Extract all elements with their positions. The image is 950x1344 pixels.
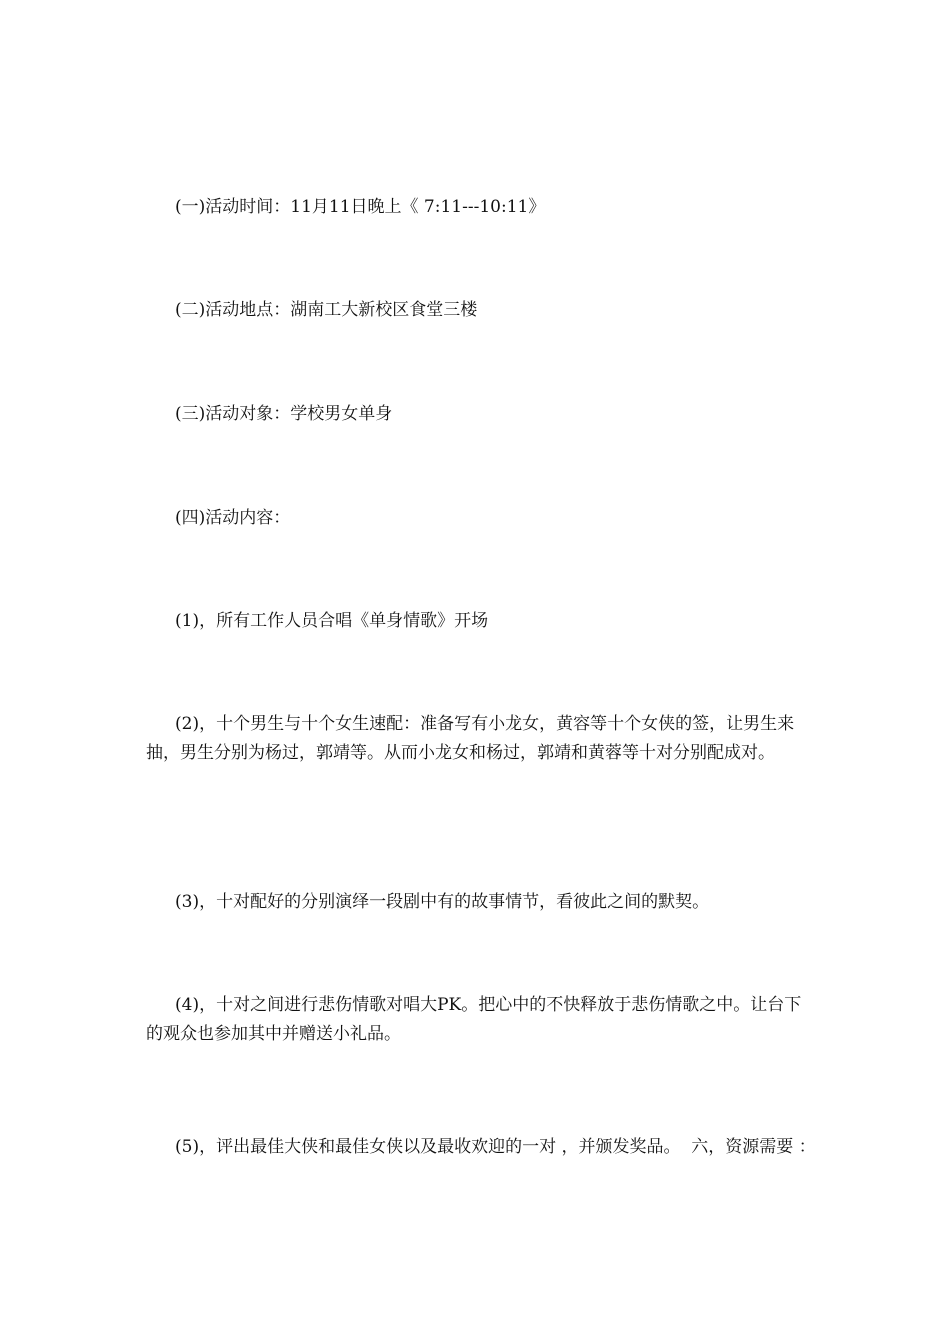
content-item-2: (2)，十个男生与十个女生速配：准备写有小龙女，黄容等十个女侠的签，让男生来抽，男生分别为杨过，郭靖等。从而小龙女和杨过，郭靖和黄蓉等十对分别配成对。 [146, 714, 795, 763]
content-item-5: (5)，评出最佳大侠和最佳女侠以及最收欢迎的一对 ，并颁发奖品。 六，资源需要 ： [175, 1137, 816, 1157]
activity-location-paragraph: (二)活动地点：湖南工大新校区食堂三楼 [175, 300, 478, 320]
activity-target-paragraph: (三)活动对象：学校男女单身 [175, 404, 393, 424]
activity-time-paragraph: (一)活动时间：11月11日晚上《 7:11---10:11》 [175, 197, 546, 217]
content-item-1: (1)，所有工作人员合唱《单身情歌》开场 [175, 611, 489, 631]
content-item-4: (4)，十对之间进行悲伤情歌对唱大PK。把心中的不快释放于悲伤情歌之中。让台下的观众也参加其中并赠送小礼品。 [146, 995, 802, 1044]
content-item-3: (3)，十对配好的分别演绎一段剧中有的故事情节，看彼此之间的默契。 [175, 892, 710, 912]
activity-content-heading: (四)活动内容： [175, 508, 291, 528]
